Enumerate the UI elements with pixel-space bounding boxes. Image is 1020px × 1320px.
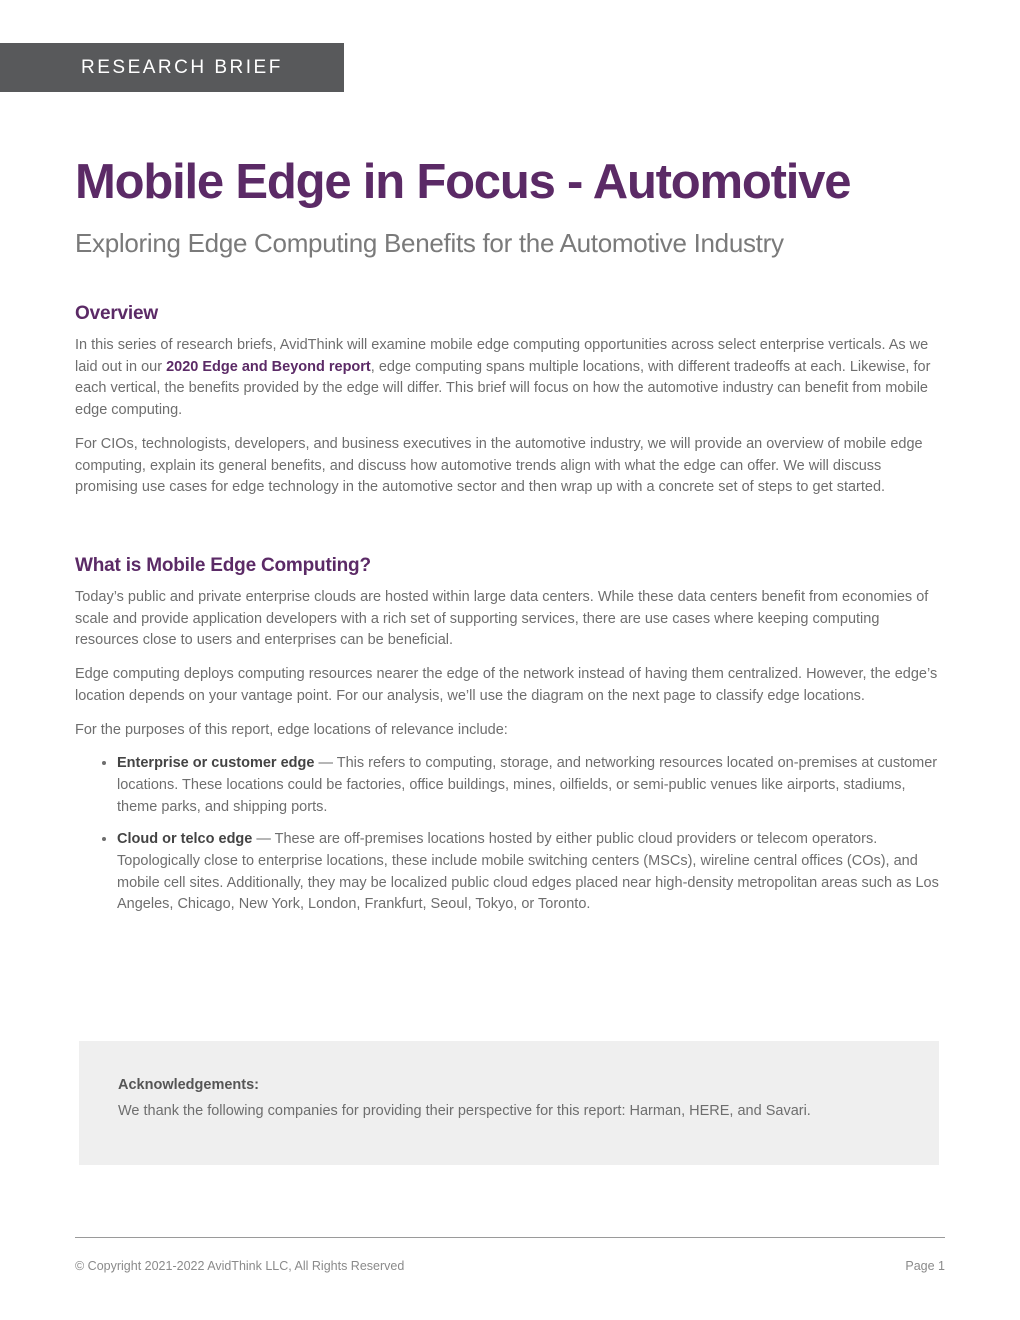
copyright-text: © Copyright 2021-2022 AvidThink LLC, All Rights Reserved — [75, 1259, 405, 1273]
acknowledgements-text: We thank the following companies for providing their perspective for this report: Harman, HERE, and Savari. — [118, 1103, 811, 1119]
footer-divider — [75, 1237, 945, 1238]
list-item: • Cloud or telco edge — These are off-premises locations hosted by either public cloud providers or telecom operators. Topologically close to enterprise locations, these include mobile switching centers (MSCs), wireline central offices (COs), and mobile cell sites. Additionally, they may be localized public cloud edges placed near high-density metropolitan areas such as Los Angeles, Chicago, New York, London, Frankfurt, Seoul, Tokyo, or Toronto. — [117, 829, 945, 916]
overview-paragraph-1: In this series of research briefs, AvidThink will examine mobile edge computing opportunities across select enterprise verticals. As we laid out in our 2020 Edge and Beyond report, edge computing spans multiple locations, with different tradeoffs at each. Likewise, for each vertical, the benefits provided by the edge will differ. This brief will focus on how the automotive industry can benefit from mobile edge computing. — [75, 337, 931, 419]
page-number: Page 1 — [905, 1259, 945, 1273]
research-brief-tag: RESEARCH BRIEF — [0, 43, 344, 92]
acknowledgements-heading: Acknowledgements: — [118, 1077, 259, 1093]
overview-heading: Overview — [75, 303, 158, 324]
mec-paragraph-1: Today’s public and private enterprise clouds are hosted within large data centers. While these data centers benefit from economies of scale and provide application developers with a rich set of supporting services, there are use cases where keeping computing resources close to users and enterprises can be beneficial. — [75, 589, 929, 649]
edge-locations-list — [75, 753, 945, 916]
page-subtitle: Exploring Edge Computing Benefits for the Automotive Industry — [75, 228, 784, 258]
mec-paragraph-3: For the purposes of this report, edge locations of relevance include: — [75, 721, 508, 738]
edge-and-beyond-report-link[interactable]: 2020 Edge and Beyond report — [166, 358, 371, 375]
overview-paragraph-2: For CIOs, technologists, developers, and business executives in the automotive industry, we will provide an overview of mobile edge computing, explain its general benefits, and discuss how automotive trends align with what the edge can offer. We will discuss promising use cases for edge technology in the automotive sector and then wrap up with a concrete set of steps to get started. — [75, 435, 923, 496]
mec-heading: What is Mobile Edge Computing? — [75, 555, 371, 576]
page-title: Mobile Edge in Focus - Automotive — [75, 155, 851, 209]
list-item: • Enterprise or customer edge — This refers to computing, storage, and networking resources located on-premises at customer locations. These locations could be factories, office buildings, mines, oilfields, or semi-public venues like airports, stadiums, theme parks, and shipping ports. — [117, 753, 945, 818]
mec-paragraph-2: Edge computing deploys computing resources nearer the edge of the network instead of having them centralized. However, the edge’s location depends on your vantage point. For our analysis, we’ll use the diagram on the next page to classify edge locations. — [75, 666, 938, 704]
acknowledgements-box — [79, 1041, 939, 1165]
overview-section — [75, 303, 945, 511]
mec-section — [75, 555, 945, 927]
